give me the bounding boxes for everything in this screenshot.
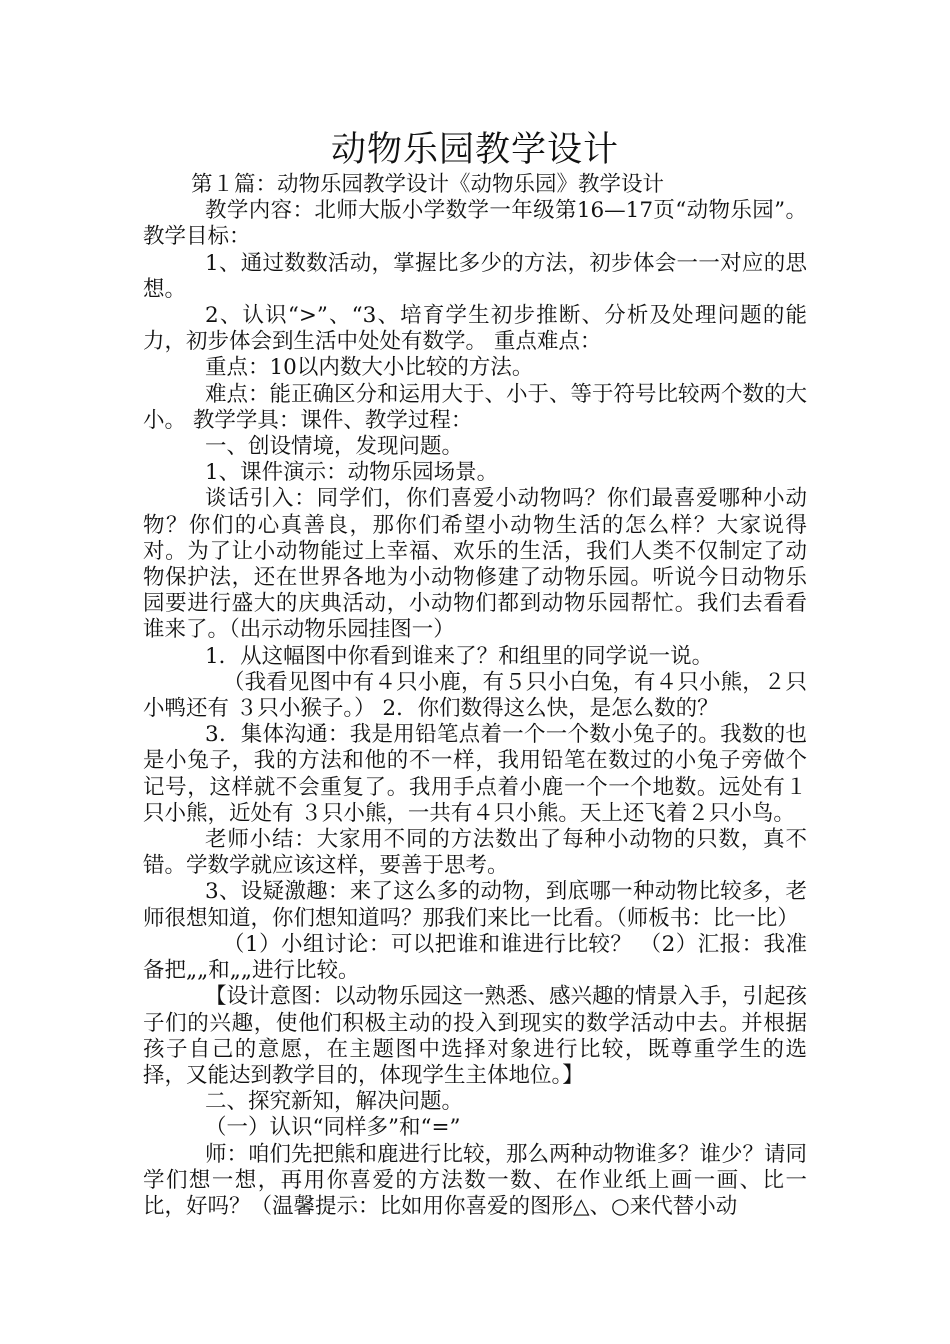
paragraph-teaching-content: 教学内容：北师大版小学数学一年级第16—17页“动物乐园”。 教学目标： — [143, 198, 807, 250]
paragraph-group-discussion: （1）小组讨论：可以把谁和谁进行比较？ （2）汇报：我准备把„„和„„进行比较。 — [143, 931, 807, 984]
paragraph-teacher-summary: 老师小结：大家用不同的方法数出了每种小动物的只数，真不错。学数学就应该这样，要善于思考。 — [143, 827, 807, 879]
paragraph-intro-talk: 谈话引入：同学们，你们喜爱小动物吗？你们最喜爱哪种小动物？你们的心真善良，那你们希望小动物生活的怎么样？大家说得对。为了让小动物能过上幸福、欢乐的生活，我们人类不仅制定了动物保护法，还在世界各地为小动物修建了动物乐园。听说今日动物乐园要进行盛大的庆典活动，小动物们都到动物乐园帮忙。我们去看看谁来了。（出示动物乐园挂图一） — [143, 486, 807, 643]
paragraph-design-intent: 【设计意图：以动物乐园这一熟悉、感兴趣的情景入手，引起孩子们的兴趣，使他们积极主动的投入到现实的数学活动中去。并根据孩子自己的意愿，在主题图中选择对象进行比较，既尊重学生的选择，又能达到教学目的，体现学生主体地位。】 — [143, 984, 808, 1088]
paragraph-subsection-1: （一）认识“同样多”和“=” — [205, 1115, 461, 1141]
paragraph-difficulty: 难点：能正确区分和运用大于、小于、等于符号比较两个数的大小。 教学学具：课件、教学过程： — [143, 381, 808, 433]
paragraph-article-heading: 第１篇：动物乐园教学设计《动物乐园》教学设计 — [191, 172, 665, 197]
paragraph-section-1: 一、创设情境，发现问题。 — [205, 434, 464, 460]
paragraph-goal-1: 1、通过数数活动，掌握比多少的方法，初步体会一一对应的思想。 — [143, 250, 807, 302]
paragraph-section-2: 二、探究新知，解决问题。 — [205, 1089, 464, 1115]
paragraph-courseware: 1、课件演示：动物乐园场景。 — [205, 460, 499, 486]
document-title: 动物乐园教学设计 — [330, 130, 619, 170]
paragraph-key-point: 重点：10以内数大小比较的方法。 — [205, 355, 534, 381]
paragraph-teacher-prompt: 师：咱们先把熊和鹿进行比较，那么两种动物谁多？谁少？请同学们想一想，再用你喜爱的方法数一数、在作业纸上画一画、比一比，好吗？（温馨提示：比如用你喜爱的图形△、○来代替小动 — [143, 1141, 808, 1219]
document-body — [143, 172, 807, 1220]
paragraph-answer-1: （我看见图中有４只小鹿，有５只小白兔，有４只小熊，２只小鸭还有 ３只小猴子。） 2．你们数得这么快，是怎么数的？ — [143, 669, 807, 722]
paragraph-set-question: 3、设疑激趣：来了这么多的动物，到底哪一种动物比较多，老师很想知道，你们想知道吗？那我们来比一比看。（师板书：比一比） — [143, 879, 807, 931]
paragraph-communication: 3．集体沟通：我是用铅笔点着一个一个数小兔子的。我数的也是小兔子，我的方法和他的不一样，我用铅笔在数过的小兔子旁做个记号，这样就不会重复了。我用手点着小鹿一个一个地数。远处有１只小熊，近处有 ３只小熊，一共有４只小熊。天上还飞着２只小鸟。 — [143, 722, 807, 826]
paragraph-question-1: 1．从这幅图中你看到谁来了？和组里的同学说一说。 — [205, 643, 714, 669]
paragraph-goal-2: 2、认识“>”、“3、培育学生初步推断、分析及处理问题的能力，初步体会到生活中处处有数学。 重点难点： — [143, 303, 807, 355]
